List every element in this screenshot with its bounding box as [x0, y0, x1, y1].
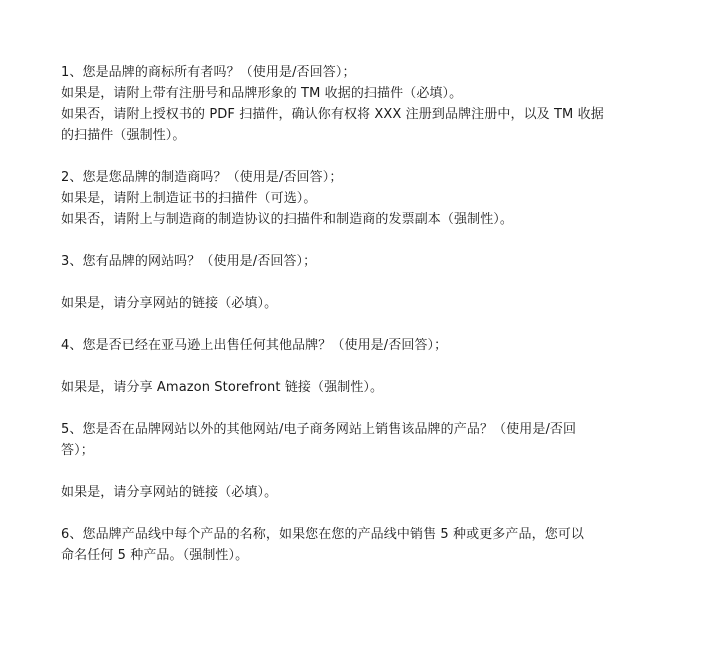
question-5-text-line-2: 答）；: [61, 443, 94, 458]
question-2-block: [61, 167, 641, 230]
question-1-text: 1、您是品牌的商标所有者吗？（使用是/否回答）；: [61, 65, 356, 80]
question-5-block: [61, 419, 641, 503]
question-3-yes-instruction: 如果是，请分享网站的链接（必填）。: [61, 296, 278, 311]
question-1-no-instruction-line-1: 如果否，请附上授权书的 PDF 扫描件，确认你有权将 XXX 注册到品牌注册中，以及 TM 收据: [61, 107, 604, 122]
question-4-text: 4、您是否已经在亚马逊上出售任何其他品牌？（使用是/否回答）；: [61, 338, 448, 353]
question-6-text-line-1: 6、您品牌产品线中每个产品的名称，如果您在您的产品线中销售 5 种或更多产品，您可以: [61, 527, 585, 542]
question-2-text: 2、您是您品牌的制造商吗？（使用是/否回答）；: [61, 170, 343, 185]
spacer: [61, 272, 641, 293]
document-body: [61, 62, 641, 566]
spacer: [61, 356, 641, 377]
spacer: [61, 503, 641, 524]
question-5-yes-instruction: 如果是，请分享网站的链接（必填）。: [61, 485, 278, 500]
spacer: [61, 314, 641, 335]
question-4-block: [61, 335, 641, 398]
question-2-yes-instruction: 如果是，请附上制造证书的扫描件（可选）。: [61, 191, 317, 206]
spacer: [61, 146, 641, 167]
question-6-text-line-2: 命名任何 5 种产品。（强制性）。: [61, 548, 249, 563]
question-1-yes-instruction: 如果是，请附上带有注册号和品牌形象的 TM 收据的扫描件（必填）。: [61, 86, 463, 101]
question-4-yes-instruction: 如果是，请分享 Amazon Storefront 链接（强制性）。: [61, 380, 384, 395]
question-1-block: [61, 62, 641, 146]
spacer: [61, 461, 641, 482]
question-3-text: 3、您有品牌的网站吗？（使用是/否回答）；: [61, 254, 317, 269]
question-5-text-line-1: 5、您是否在品牌网站以外的其他网站/电子商务网站上销售该品牌的产品？（使用是/否回: [61, 422, 577, 437]
question-3-block: [61, 251, 641, 314]
question-6-block: [61, 524, 641, 566]
spacer: [61, 230, 641, 251]
question-2-no-instruction: 如果否，请附上与制造商的制造协议的扫描件和制造商的发票副本（强制性）。: [61, 212, 514, 227]
spacer: [61, 398, 641, 419]
question-1-no-instruction-line-2: 的扫描件（强制性）。: [61, 128, 186, 143]
